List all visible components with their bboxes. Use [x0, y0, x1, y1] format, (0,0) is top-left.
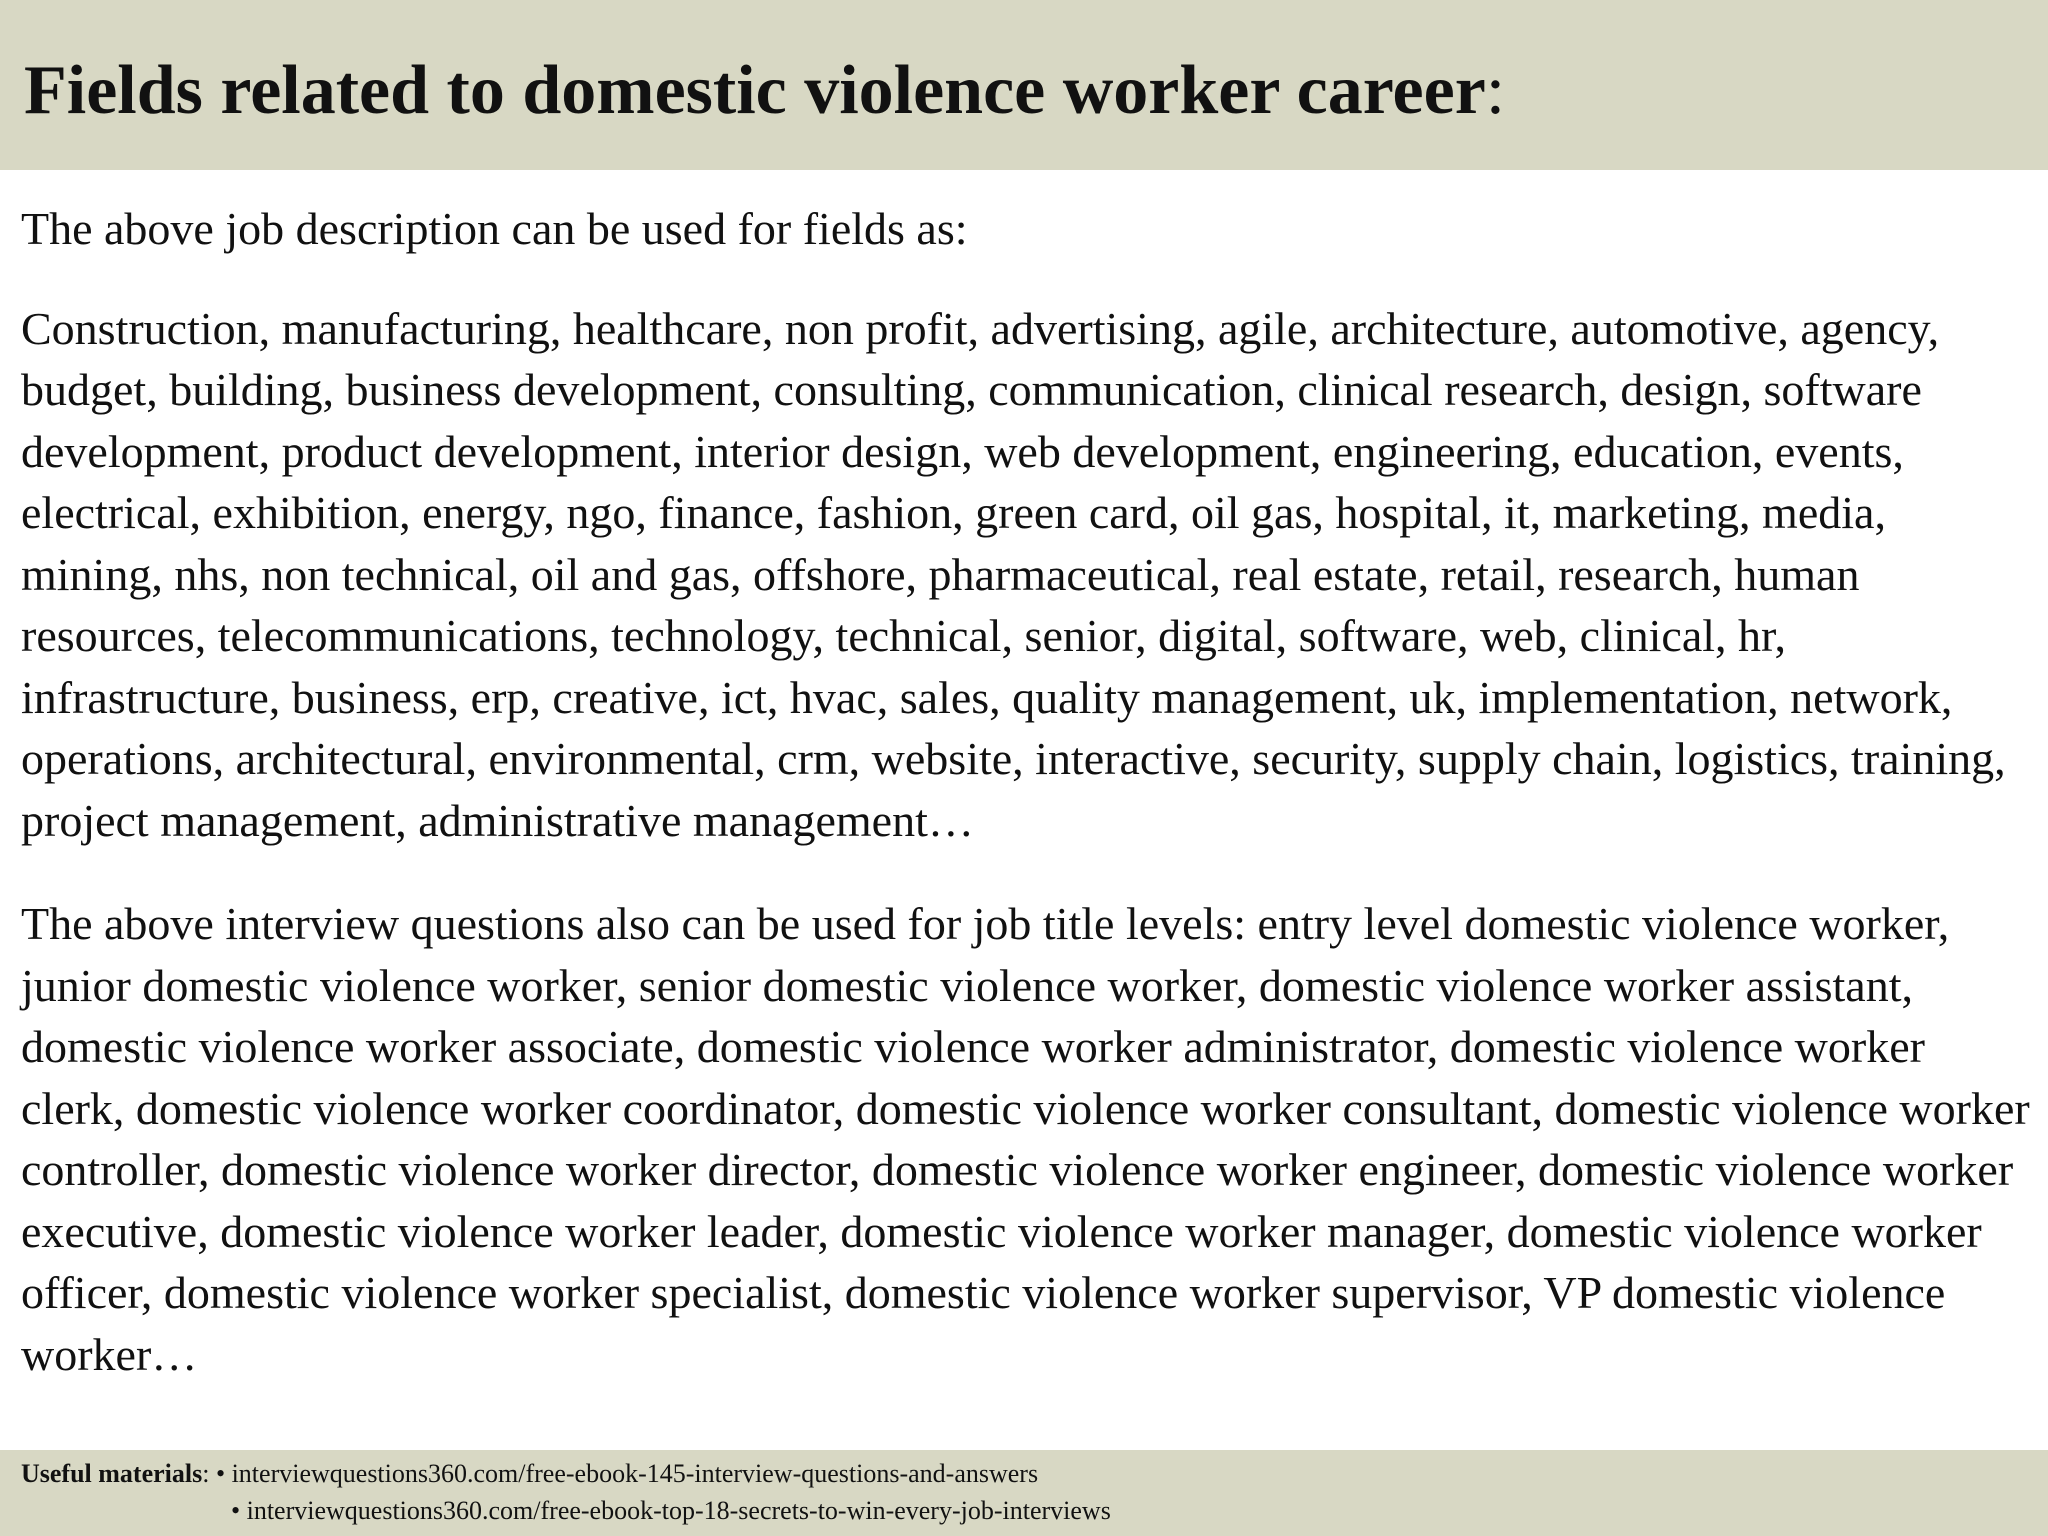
slide-body	[21, 198, 2031, 1385]
fields-list-text: Construction, manufacturing, healthcare, non profit, advertising, agile, architecture, automotive, agency, budget, building, business development, consulting, communication, clinical research, design, software development, product development, interior design, web development, engineering, education, events, electrical, exhibition, energy, ngo, finance, fashion, green card, oil gas, hospital, it, marketing, media, mining, nhs, non technical, oil and gas, offshore, pharmaceutical, real estate, retail, research, human resources, telecommunications, technology, technical, senior, digital, software, web, clinical, hr, infrastructure, business, erp, creative, ict, hvac, sales, quality management, uk, implementation, network, operations, architectural, environmental, crm, website, interactive, security, supply chain, logistics, training, project management, administrative management…	[21, 302, 2006, 846]
job-levels-text: The above interview questions also can be used for job title levels: entry level domestic violence worker, junior domestic violence worker, senior domestic violence worker, domestic violence worker assistant, domestic violence worker associate, domestic violence worker administrator, domestic violence worker clerk, domestic violence worker coordinator, domestic violence worker consultant, domestic violence worker controller, domestic violence worker director, domestic violence worker engineer, domestic violence worker executive, domestic violence worker leader, domestic violence worker manager, domestic violence worker officer, domestic violence worker specialist, domestic violence worker supervisor, VP domestic violence worker…	[21, 898, 2030, 1380]
footer-row-2	[231, 1492, 1111, 1529]
footer-row-1	[21, 1455, 1038, 1492]
slide-title-text: Fields related to domestic violence worker career	[24, 52, 1486, 129]
intro-text: The above job description can be used for fields as:	[21, 203, 968, 254]
slide-header	[0, 0, 2048, 170]
slide-title-colon: :	[1485, 52, 1506, 129]
footer-link-2[interactable]: • interviewquestions360.com/free-ebook-top-18-secrets-to-win-every-job-interviews	[231, 1496, 1111, 1525]
useful-materials-label: Useful materials	[21, 1459, 203, 1488]
slide-title	[24, 46, 1505, 136]
useful-materials-separator: :	[202, 1459, 216, 1488]
footer-link-1[interactable]: • interviewquestions360.com/free-ebook-145-interview-questions-and-answers	[215, 1459, 1039, 1488]
useful-materials-footer	[0, 1450, 2048, 1536]
